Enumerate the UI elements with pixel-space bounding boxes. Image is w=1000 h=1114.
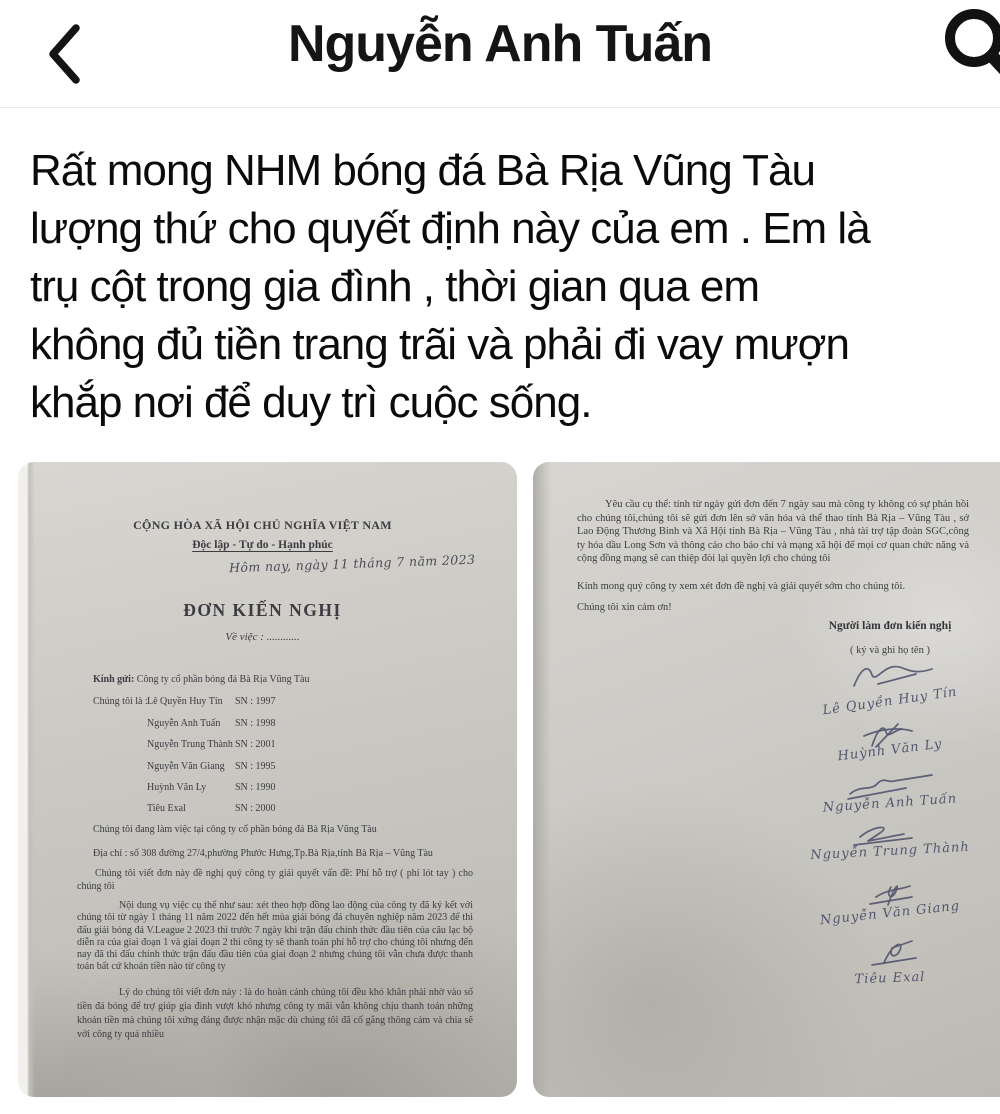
request-line: Chúng tôi viết đơn này đề nghị quý công ty giải quyết vấn đề: Phí hỗ trợ ( phí lót tay ) cho chúng tôi	[77, 868, 473, 892]
person-sn: SN : 1997	[235, 696, 276, 707]
person-name: Tiêu Exal	[147, 803, 186, 814]
recipient-label: Kính gửi:	[93, 674, 135, 685]
signature-area	[785, 462, 995, 1097]
person-sn: SN : 1995	[235, 761, 276, 772]
search-button[interactable]	[944, 6, 1000, 96]
post-line: trụ cột trong gia đình , thời gian qua em	[30, 262, 759, 311]
handwritten-date: Hôm nay, ngày 11 tháng 7 năm 2023	[228, 551, 476, 576]
person-sn: SN : 1990	[235, 782, 276, 793]
page-title: Nguyễn Anh Tuấn	[287, 15, 713, 73]
photo-petition-page1[interactable]	[18, 462, 517, 1097]
national-motto-line1: CỘNG HÒA XÃ HỘI CHỦ NGHĨA VIỆT NAM	[133, 518, 392, 532]
person-name: Nguyễn Trung Thành	[147, 739, 233, 750]
signature-name: Tiêu Exal	[854, 969, 926, 988]
chevron-left-icon	[44, 74, 84, 89]
national-motto-line2: Độc lập - Tự do - Hạnh phúc	[192, 539, 333, 551]
appeal-line: Kính mong quý công ty xem xét đơn đề nghị và giải quyết sớm cho chúng tôi.	[577, 581, 906, 592]
signature-name: Nguyễn Văn Giang	[819, 898, 961, 929]
signature-name: Huỳnh Văn Ly	[836, 736, 944, 765]
address-line: Địa chỉ : số 308 đường 27/4,phường Phước Hưng,Tp.Bà Rịa,tỉnh Bà Rịa – Vũng Tàu	[93, 848, 433, 859]
petition-title: ĐƠN KIẾN NGHỊ	[183, 600, 342, 620]
demand-paragraph: Yêu cầu cụ thể: tính từ ngày gửi đơn đến 7 ngày sau mà công ty không có sự phản hồi cho chúng tôi,chúng tôi sẽ gửi đơn lên sở văn hóa và thể thao tỉnh Bà Rịa – Vũng Tàu , sở Lao Động Thương Binh và Xã Hội tỉnh Bà Rịa – Vũng Tàu , nhà tài trợ tập đoàn SGC,công ty hóa dầu Long Sơn và thông cáo cho báo chí và mạng xã hội để mọi cơ quan chức năng và cộng đồng mạng sẽ can thiệp đòi lại quyền lợi cho chúng tôi	[577, 499, 969, 565]
person-sn: SN : 2001	[235, 739, 276, 750]
top-bar	[0, 0, 1000, 108]
person-name: Huỳnh Văn Ly	[147, 782, 207, 793]
post-line: lượng thứ cho quyết định này của em . Em là	[30, 204, 870, 253]
post-line: Rất mong NHM bóng đá Bà Rịa Vũng Tàu	[30, 146, 815, 195]
person-sn: SN : 1998	[235, 718, 276, 729]
working-line: Chúng tôi đang làm việc tại công ty cổ phần bóng đá Bà Rịa Vũng Tàu	[93, 824, 377, 835]
petition-subtitle: Về việc : ............	[225, 631, 300, 643]
signature-scribble-icon	[842, 937, 938, 967]
search-icon	[944, 84, 1000, 99]
thanks-line: Chúng tôi xin cảm ơn!	[577, 602, 672, 613]
person-name: Nguyễn Văn Giang	[147, 761, 225, 772]
post-line: khắp nơi để duy trì cuộc sống.	[30, 378, 592, 427]
post-line: không đủ tiền trang trãi và phải đi vay mượn	[30, 320, 850, 369]
people-intro: Chúng tôi là :	[93, 696, 148, 707]
signature-name: Lê Quyền Huy Tín	[821, 684, 959, 719]
recipient-value: Công ty cổ phần bóng đá Bà Rịa Vũng Tàu	[136, 674, 310, 685]
recipient-line	[93, 674, 485, 685]
person-name: Lê Quyền Huy Tín	[147, 696, 223, 707]
post-text	[30, 142, 990, 432]
photo-petition-page2[interactable]	[533, 462, 1000, 1097]
signer-heading: Người làm đơn kiến nghị	[828, 620, 952, 632]
signature-scribble-icon	[842, 662, 938, 692]
person-sn: SN : 2000	[235, 803, 276, 814]
signer-note: ( ký và ghi họ tên )	[850, 645, 930, 656]
content-paragraph: Nội dung vụ việc cụ thể như sau: xét theo hợp đồng lao động của công ty đã ký kết với chúng tôi từ ngày 1 tháng 11 năm 2022 đến hết mùa giải bóng đá chuyên nghiệp năm 2023 để thi đấu giải bóng đá V.League 2 2023 thì trước 7 ngày khi trận đấu chính thức đầu tiên của câu lạc bộ diễn ra của giai đoạn 1 và giai đoạn 2 thì công ty sẽ thanh toán phí hỗ trợ cho chúng tôi nhưng đến nay đã thi đấu chính thức trận đấu đầu tiên của giai đoạn 2 nhưng chúng tôi vẫn chưa được thanh toán bất cứ khoản tiền nào từ công ty	[77, 900, 473, 973]
person-name: Nguyễn Anh Tuấn	[147, 718, 221, 729]
reason-paragraph: Lý do chúng tôi viết đơn này : là do hoàn cảnh chúng tôi đều khó khăn phải nhờ vào số tiền đá bóng để trợ giúp gia đình vượt khó nhưng công ty mãi vẫn không chịu thanh toán những khoản tiền mà chúng tôi xứng đáng được nhận mặc dù chúng tôi đã cố gắng thông cảm và chia sẽ với công ty quá nhiều	[77, 987, 473, 1040]
signature-name: Nguyễn Trung Thành	[809, 839, 971, 864]
attachment-photos	[0, 462, 1000, 1097]
signature-name: Nguyễn Anh Tuấn	[822, 791, 958, 816]
